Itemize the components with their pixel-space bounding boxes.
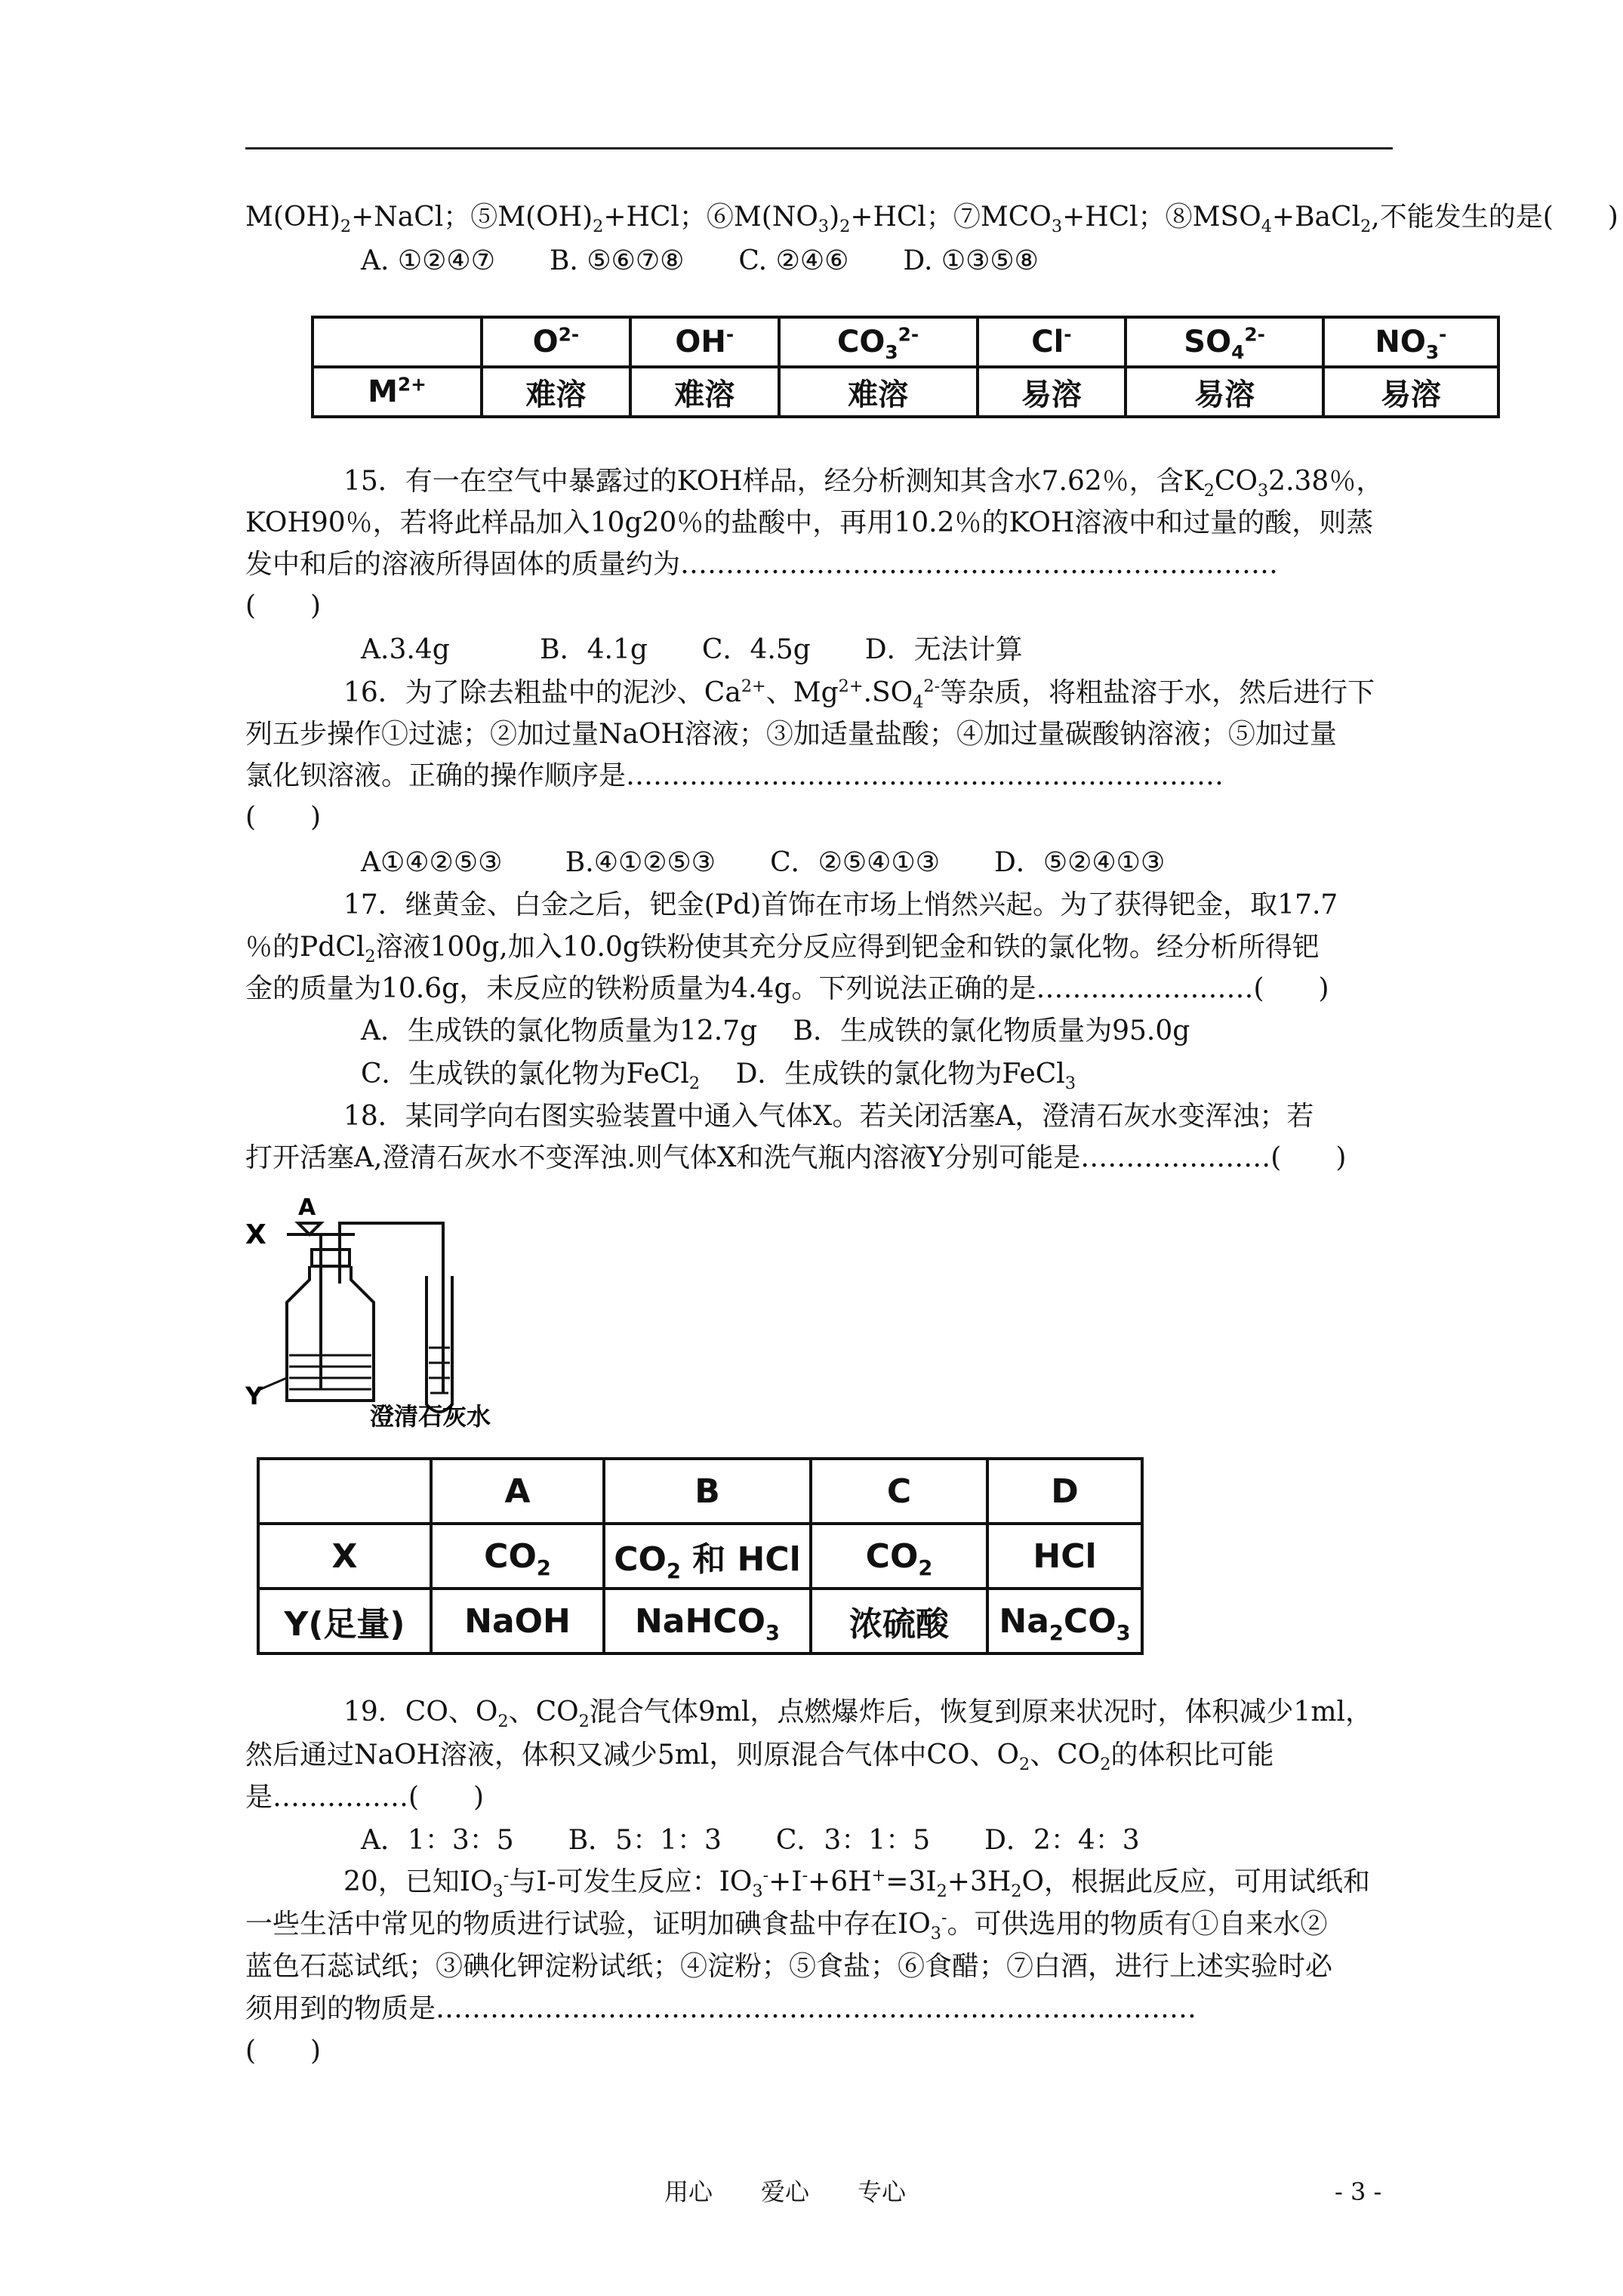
q15-line3: 发中和后的溶液所得固体的质量约为………………………………………………………… [245,549,1279,580]
table-corner [258,1459,431,1524]
q14-options: A. ①②④⑦ B. ⑤⑥⑦⑧ C. ②④⑥ D. ①③⑤⑧ [361,245,1039,276]
label-y-leader [260,1378,287,1389]
q20-line1: 20，已知$IO_3^-$与I-可发生反应：$IO_3^-+I^-+6H^+=3I_2+3H_2O$，根据此反应，可用试纸和 [343,1866,1370,1902]
q17-options-ab: A．生成铁的氯化物质量为12.7g B．生成铁的氯化物质量为95.0g [361,1015,1190,1046]
table-cell: 浓硫酸 [811,1589,987,1653]
q15-line2: KOH90％，若将此样品加入10g20％的盐酸中，再用10.2％的KOH溶液中和过量的酸，则蒸 [245,507,1374,538]
table-row [258,1459,1142,1524]
stopcock-a [298,1223,321,1234]
table-row [313,317,1498,367]
q20-line2: 一些生活中常见的物质进行试验，证明加碘食盐中存在$IO_3^-$。可供选用的物质有①自来水② [245,1908,1328,1944]
table-cell: NaOH [431,1589,604,1653]
q20-line4: 须用到的物质是………………………………………………………………………… [245,1993,1197,2024]
table-cell: $CO_2$ [431,1524,604,1589]
option-header: C [811,1459,987,1524]
label-x: X [245,1219,266,1250]
anion-header: Cl- [978,317,1126,367]
q19-options: A．1：3：5 B．5：1：3 C．3：1：5 D．2：4：3 [361,1825,1140,1856]
header-rule [245,147,1393,149]
page-number: - 3 - [1335,2177,1382,2206]
q17-line1: 17．继黄金、白金之后，钯金(Pd)首饰在市场上悄然兴起。为了获得钯金，取17.7 [343,889,1338,920]
table-row [313,367,1498,417]
table-cell: 易溶 [1126,367,1323,417]
cation-label: $M^{2+}$ [313,367,482,417]
table-cell: NaHCO$_3$ [604,1589,811,1653]
anion-header: $SO_4^{2-}$ [1126,317,1323,367]
q17-options-cd: C．生成铁的氯化物为FeCl$_2$ D．生成铁的氯化物为FeCl$_3$ [361,1059,1076,1094]
table-cell: HCl [987,1524,1142,1589]
row-label-y: Y(足量) [258,1589,431,1653]
bottle-stopper [312,1250,350,1266]
table-cell: 易溶 [1323,367,1498,417]
q14-stem-tail: $M(OH)_2+NaCl$；$⑤M(OH)_2+HCl$；$⑥M(NO_3)_2+HCl$；$⑦MCO_3+HCl$；$⑧MSO_4+BaCl_2$,不能发生的是( ) [245,202,1618,237]
option-header: D [987,1459,1142,1524]
table-cell: 难溶 [779,367,978,417]
q16-options: A①④②⑤③ B.④①②⑤③ C．②⑤④①③ D．⑤②④①③ [361,847,1166,878]
q20-answer-bracket: ( ) [245,2036,322,2066]
limewater-liquid [429,1348,450,1393]
table-cell: $CO_2$ [811,1524,987,1589]
q19-line2: 然后通过NaOH溶液，体积又减少5ml，则原混合气体中CO、$O_2$、$CO_2$的体积比可能 [245,1740,1274,1775]
q15-line1: 15．有一在空气中暴露过的KOH样品，经分析测知其含水7.62％，含$K_2CO_32.38$％， [343,466,1384,501]
table-corner [313,317,482,367]
table-row [258,1589,1142,1653]
option-header: A [431,1459,604,1524]
table-cell: 难溶 [630,367,779,417]
table-cell: $Na_2CO_3$ [987,1589,1142,1653]
q15-options: A.3.4g B．4.1g C．4.5g D．无法计算 [361,634,1023,665]
solubility-table [311,316,1500,418]
anion-header: $NO_3^-$ [1323,317,1498,367]
table-row [258,1524,1142,1589]
q16-line2: 列五步操作①过滤；②加过量NaOH溶液；③加适量盐酸；④加过量碳酸钠溶液；⑤加过量 [245,719,1337,750]
anion-header: $CO_3^{2-}$ [779,317,978,367]
footer-motto: 用心 爱心 专心 [664,2177,907,2206]
table-cell: 易溶 [978,367,1126,417]
q15-answer-bracket: ( ) [245,590,322,621]
liquid-y [289,1355,371,1389]
q17-line2: ％的PdCl$_2$溶液100g,加入10.0g铁粉使其充分反应得到钯金和铁的氯化物。经分析所得钯 [245,932,1320,967]
q18-line2: 打开活塞A,澄清石灰水不变浑浊.则气体X和洗气瓶内溶液Y分别可能是…………………( ) [245,1142,1347,1173]
test-tube [427,1276,452,1412]
anion-header: OH- [630,317,779,367]
q16-line1: 16．为了除去粗盐中的泥沙、$Ca^{2+}$、$Mg^{2+}.SO_4^{2-}$等杂质，将粗盐溶于水，然后进行下 [343,676,1375,713]
table-cell: $CO_2$ 和 HCl [604,1524,811,1589]
label-y: Y [245,1382,263,1410]
anion-header: $O^{2-}$ [482,317,630,367]
q19-line3: 是……………( ) [245,1782,485,1813]
option-header: B [604,1459,811,1524]
q16-line3: 氯化钡溶液。正确的操作顺序是………………………………………………………… [245,760,1224,791]
bottle-outline [287,1266,374,1401]
q18-line1: 18．某同学向右图实验装置中通入气体X。若关闭活塞A，澄清石灰水变浑浊；若 [343,1101,1314,1132]
gas-washing-apparatus [245,1189,532,1431]
apparatus-caption: 澄清石灰水 [370,1402,491,1431]
q16-answer-bracket: ( ) [245,802,322,833]
q20-line3: 蓝色石蕊试纸；③碘化钾淀粉试纸；④淀粉；⑤食盐；⑥食醋；⑦白酒，进行上述实验时必 [245,1951,1333,1982]
label-a: A [298,1194,316,1221]
q18-option-table [257,1457,1144,1655]
row-label-x: X [258,1524,431,1589]
table-cell: 难溶 [482,367,630,417]
q19-line1: 19．CO、$O_2$、$CO_2$混合气体9ml，点燃爆炸后，恢复到原来状况时，体积减少1ml， [343,1697,1372,1732]
q17-line3: 金的质量为10.6g，未反应的铁粉质量为4.4g。下列说法正确的是……………………( ) [245,973,1329,1004]
